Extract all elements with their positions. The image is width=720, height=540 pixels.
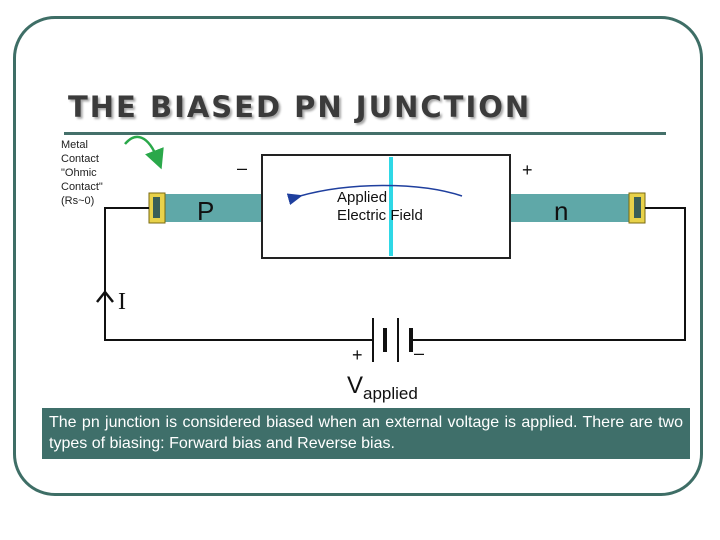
contact-pointer-arrow (125, 137, 158, 160)
voltage-symbol: V (347, 372, 364, 399)
minus-sign-top: – (237, 158, 248, 178)
field-label-applied: Applied (337, 189, 388, 206)
battery-minus-label: – (414, 343, 425, 363)
plus-sign-top: + (522, 160, 533, 180)
battery-plus-label: + (352, 345, 363, 365)
left-contact-core (153, 197, 160, 218)
right-contact-core (634, 197, 641, 218)
slide-title: THE BIASED PN JUNCTION (68, 90, 532, 124)
caption-box: The pn junction is considered biased when an external voltage is applied. There are two types of biasing: Forward bias and Reverse bias. (42, 408, 690, 459)
n-region-bar (510, 194, 632, 222)
metal-contact-note: Metal Contact "Ohmic Contact" (Rs~0) (61, 139, 103, 207)
voltage-subscript: applied (363, 384, 418, 403)
current-label: I (118, 289, 126, 315)
voltage-label (347, 372, 418, 403)
n-region-label: n (554, 196, 569, 226)
p-region-label: P (197, 196, 215, 226)
field-label-electric: Electric Field (337, 207, 423, 224)
